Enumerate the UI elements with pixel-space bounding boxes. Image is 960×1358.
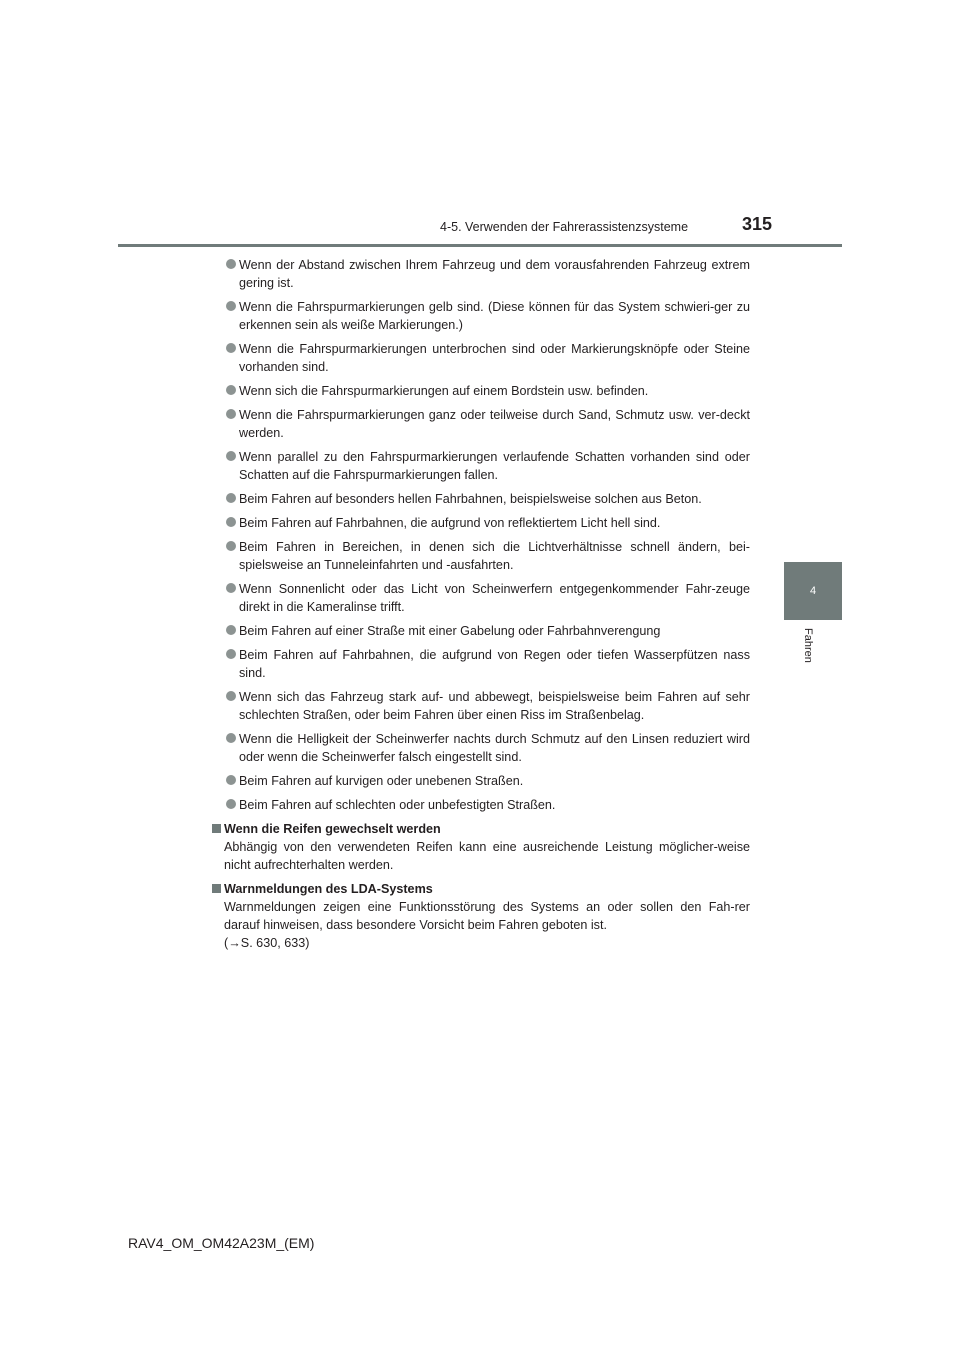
- bullet-dot-icon: [226, 733, 236, 743]
- list-item-text: Wenn Sonnenlicht oder das Licht von Scheinwerfern entgegenkommender Fahr-zeuge direkt in die Kameralinse trifft.: [239, 582, 750, 614]
- bullet-dot-icon: [226, 583, 236, 593]
- list-item-text: Beim Fahren auf Fahrbahnen, die aufgrund von Regen oder tiefen Wasserpfützen nass sind.: [239, 648, 750, 680]
- chapter-number: 4: [809, 585, 817, 597]
- bullet-dot-icon: [226, 409, 236, 419]
- chapter-label: Fahren: [802, 628, 814, 663]
- list-item-text: Beim Fahren auf Fahrbahnen, die aufgrund von reflektiertem Licht hell sind.: [239, 516, 661, 530]
- list-item: [210, 646, 750, 682]
- bullet-dot-icon: [226, 799, 236, 809]
- page-reference-link[interactable]: (→S. 630, 633): [224, 936, 310, 950]
- list-item: [210, 514, 750, 532]
- section-heading: [210, 880, 750, 898]
- list-item-text: Wenn parallel zu den Fahrspurmarkierungen verlaufende Schatten vorhanden sind oder Schatten auf die Fahrspurmarkierungen fallen.: [239, 450, 750, 482]
- list-item: [210, 298, 750, 334]
- list-item: [210, 622, 750, 640]
- list-item: [210, 580, 750, 616]
- square-marker-icon: [212, 884, 221, 893]
- list-item-text: Beim Fahren in Bereichen, in denen sich die Lichtverhältnisse schnell ändern, bei-spielsweise an Tunneleinfahrten und -ausfahrten.: [239, 540, 750, 572]
- bullet-dot-icon: [226, 775, 236, 785]
- section-body: [210, 898, 750, 952]
- bullet-dot-icon: [226, 385, 236, 395]
- bullet-dot-icon: [226, 517, 236, 527]
- bullet-dot-icon: [226, 451, 236, 461]
- page-number: 315: [742, 214, 773, 234]
- list-item: [210, 730, 750, 766]
- chapter-tab: [784, 562, 842, 620]
- bullet-dot-icon: [226, 691, 236, 701]
- bullet-list: [210, 256, 750, 814]
- list-item-text: Wenn die Helligkeit der Scheinwerfer nachts durch Schmutz auf den Linsen reduziert wird oder wenn die Scheinwerfer falsch eingestellt sind.: [239, 732, 750, 764]
- list-item-text: Beim Fahren auf einer Straße mit einer Gabelung oder Fahrbahnverengung: [239, 624, 661, 638]
- bullet-dot-icon: [226, 625, 236, 635]
- section-heading-text: Warnmeldungen des LDA-Systems: [224, 882, 433, 896]
- list-item-text: Wenn sich das Fahrzeug stark auf- und abbewegt, beispielsweise beim Fahren auf sehr schlechten Straßen, oder beim Fahren über einen Riss im Straßenbelag.: [239, 690, 750, 722]
- list-item: [210, 538, 750, 574]
- list-item: [210, 796, 750, 814]
- section-lda-warnings: [210, 880, 750, 952]
- bullet-dot-icon: [226, 541, 236, 551]
- list-item: [210, 448, 750, 484]
- bullet-dot-icon: [226, 493, 236, 503]
- bullet-dot-icon: [226, 343, 236, 353]
- header-section-title: 4-5. Verwenden der Fahrerassistenzsysteme: [440, 220, 689, 234]
- section-heading-text: Wenn die Reifen gewechselt werden: [224, 822, 441, 836]
- header-rule: [118, 244, 842, 247]
- section-body-text: Warnmeldungen zeigen eine Funktionsstörung des Systems an oder sollen den Fah-rer darauf hinweisen, dass besondere Vorsicht beim Fahren geboten ist.: [224, 900, 750, 932]
- list-item-text: Beim Fahren auf kurvigen oder unebenen Straßen.: [239, 774, 524, 788]
- list-item-text: Beim Fahren auf besonders hellen Fahrbahnen, beispielsweise solchen aus Beton.: [239, 492, 702, 506]
- list-item: [210, 772, 750, 790]
- list-item: [210, 340, 750, 376]
- list-item: [210, 490, 750, 508]
- list-item-text: Wenn der Abstand zwischen Ihrem Fahrzeug und dem vorausfahrenden Fahrzeug extrem gering ist.: [239, 258, 750, 290]
- section-body: Abhängig von den verwendeten Reifen kann eine ausreichende Leistung möglicher-weise nicht aufrechterhalten werden.: [224, 840, 750, 872]
- main-content: [210, 256, 750, 958]
- document-code: RAV4_OM_OM42A23M_(EM): [128, 1235, 315, 1251]
- section-tire-change: [210, 820, 750, 874]
- list-item-text: Wenn sich die Fahrspurmarkierungen auf einem Bordstein usw. befinden.: [239, 384, 649, 398]
- bullet-dot-icon: [226, 649, 236, 659]
- bullet-dot-icon: [226, 301, 236, 311]
- list-item: [210, 256, 750, 292]
- list-item-text: Wenn die Fahrspurmarkierungen gelb sind. (Diese können für das System schwieri-ger zu erkennen sein als weiße Markierungen.): [239, 300, 750, 332]
- list-item-text: Wenn die Fahrspurmarkierungen unterbrochen sind oder Markierungsknöpfe oder Steine vorhanden sind.: [239, 342, 750, 374]
- square-marker-icon: [212, 824, 221, 833]
- bullet-dot-icon: [226, 259, 236, 269]
- list-item-text: Wenn die Fahrspurmarkierungen ganz oder teilweise durch Sand, Schmutz usw. ver-deckt werden.: [239, 408, 750, 440]
- list-item: [210, 382, 750, 400]
- section-heading: [210, 820, 750, 838]
- list-item: [210, 688, 750, 724]
- list-item: [210, 406, 750, 442]
- list-item-text: Beim Fahren auf schlechten oder unbefestigten Straßen.: [239, 798, 556, 812]
